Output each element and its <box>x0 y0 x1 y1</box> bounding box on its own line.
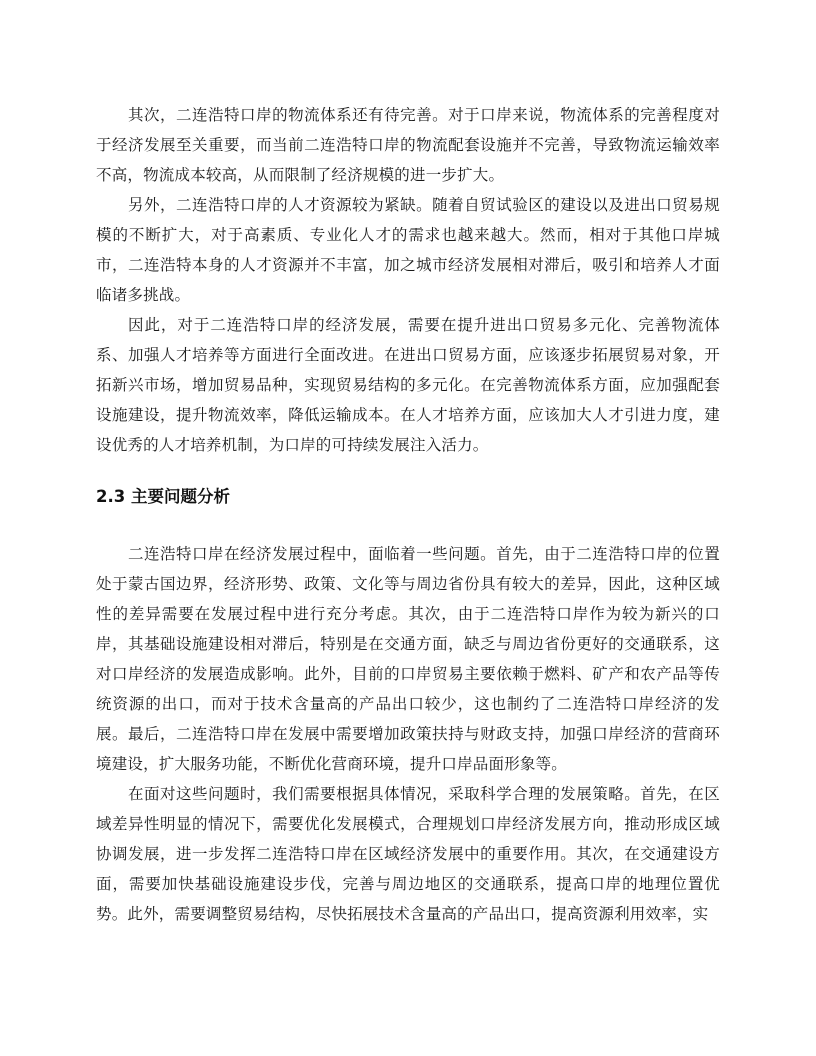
document-body <box>96 100 720 929</box>
paragraph-improvement: 因此，对于二连浩特口岸的经济发展，需要在提升进出口贸易多元化、完善物流体系、加强人才培养等方面进行全面改进。在进出口贸易方面，应该逐步拓展贸易对象，开拓新兴市场，增加贸易品种，实现贸易结构的多元化。在完善物流体系方面，应加强配套设施建设，提升物流效率，降低运输成本。在人才培养方面，应该加大人才引进力度，建设优秀的人才培养机制，为口岸的可持续发展注入活力。 <box>96 316 720 454</box>
paragraph-talent: 另外，二连浩特口岸的人才资源较为紧缺。随着自贸试验区的建设以及进出口贸易规模的不断扩大，对于高素质、专业化人才的需求也越来越大。然而，相对于其他口岸城市，二连浩特本身的人才资源并不丰富，加之城市经济发展相对滞后，吸引和培养人才面临诸多挑战。 <box>96 196 720 304</box>
section-heading: 2.3 主要问题分析 <box>96 487 230 506</box>
paragraph-strategies: 在面对这些问题时，我们需要根据具体情况，采取科学合理的发展策略。首先，在区域差异性明显的情况下，需要优化发展模式，合理规划口岸经济发展方向，推动形成区域协调发展，进一步发挥二连浩特口岸在区域经济发展中的重要作用。其次，在交通建设方面，需要加快基础设施建设步伐，完善与周边地区的交通联系，提高口岸的地理位置优势。此外，需要调整贸易结构，尽快拓展技术含量高的产品出口，提高资源利用效率，实 <box>96 785 720 923</box>
paragraph-problems: 二连浩特口岸在经济发展过程中，面临着一些问题。首先，由于二连浩特口岸的位置处于蒙古国边界，经济形势、政策、文化等与周边省份具有较大的差异，因此，这种区域性的差异需要在发展过程中进行充分考虑。其次，由于二连浩特口岸作为较为新兴的口岸，其基础设施建设相对滞后，特别是在交通方面，缺乏与周边省份更好的交通联系，这对口岸经济的发展造成影响。此外，目前的口岸贸易主要依赖于燃料、矿产和农产品等传统资源的出口，而对于技术含量高的产品出口较少，这也制约了二连浩特口岸经济的发展。最后，二连浩特口岸在发展中需要增加政策扶持与财政支持，加强口岸经济的营商环境建设，扩大服务功能，不断优化营商环境，提升口岸品面形象等。 <box>96 545 720 773</box>
paragraph-logistics: 其次，二连浩特口岸的物流体系还有待完善。对于口岸来说，物流体系的完善程度对于经济发展至关重要，而当前二连浩特口岸的物流配套设施并不完善，导致物流运输效率不高，物流成本较高，从而限制了经济规模的进一步扩大。 <box>96 106 720 184</box>
